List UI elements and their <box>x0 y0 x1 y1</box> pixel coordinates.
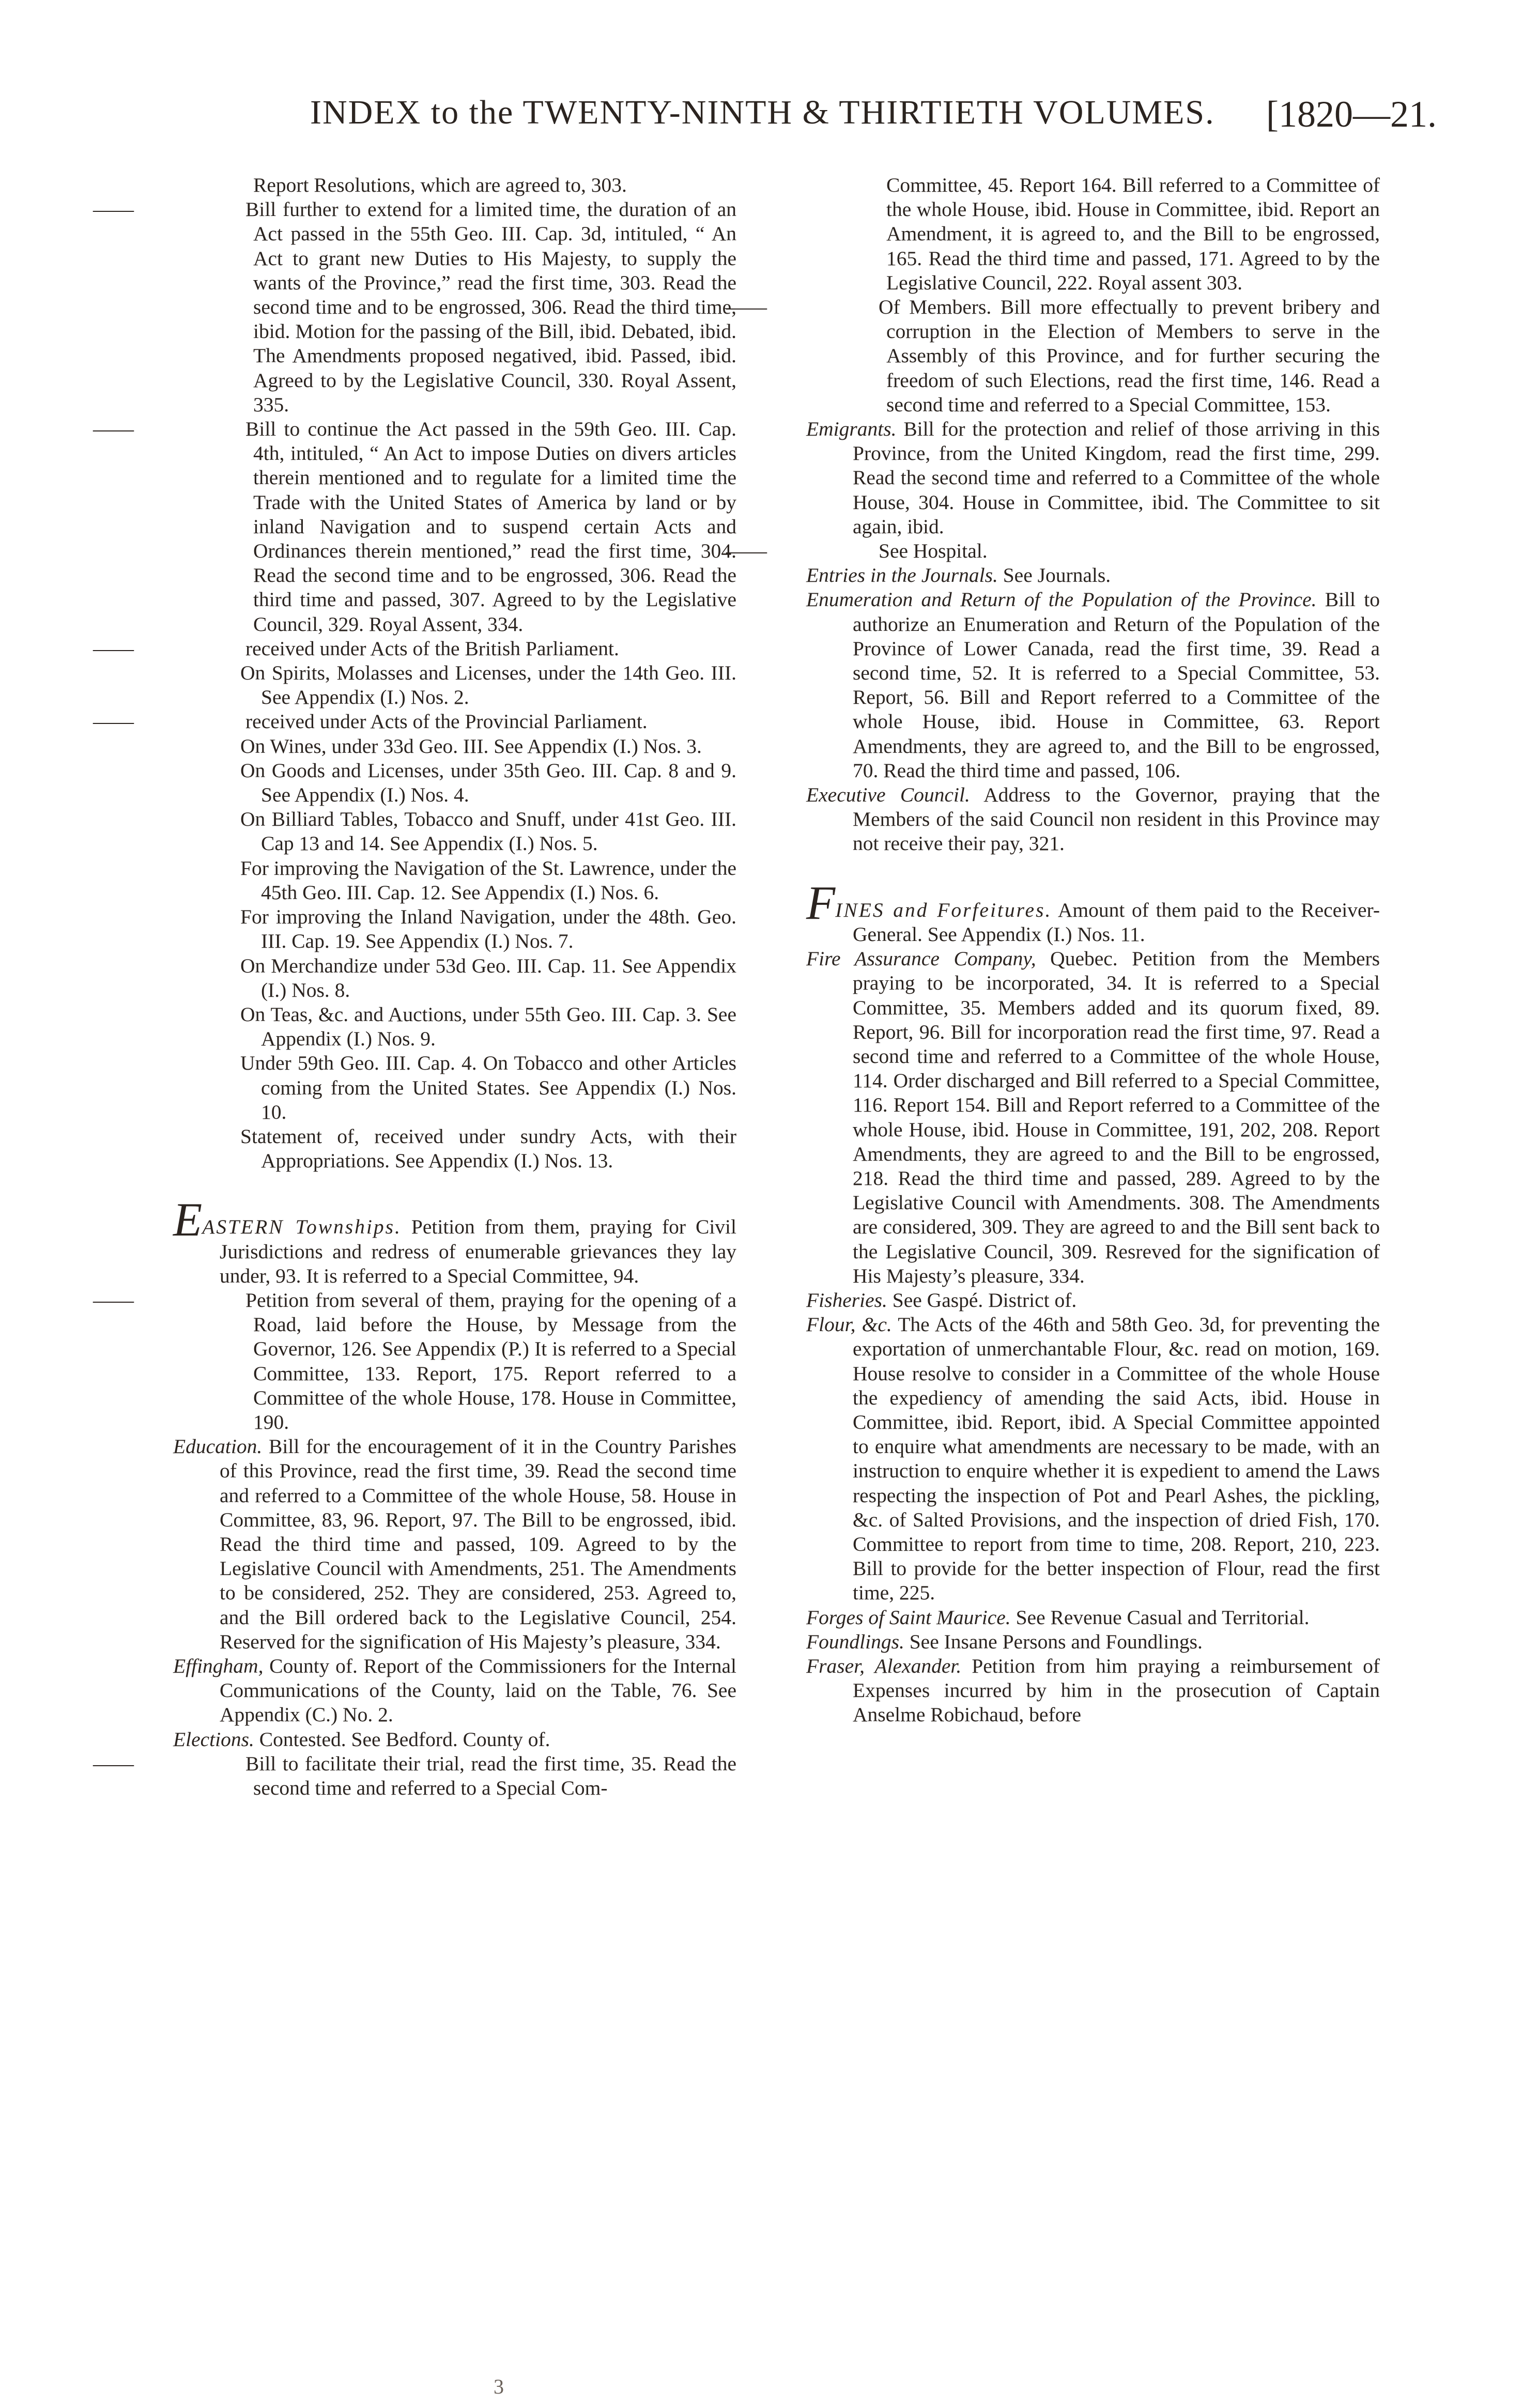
entry-text: Bill for the protection and relief of those arriving in this Province, from the United Kingdom, read the first time, 299. Read the second time and referred to a Committee of the whole House, 304. House in Committee, ibid. The Committee to sit again, ibid. <box>853 418 1380 538</box>
entry-text: Bill to authorize an Enumeration and Return of the Population of the Province of Lower Canada, read the first time, 39. Read a second time, 52. It is referred to a Special Committee, 53. Report, 56. Bill and Report referred to a Committee of the whole House, ibid. House in Committee, 63. Report Amendments, they are agreed to, and the Bill to be engrossed, 70. Read the third time and passed, 106. <box>853 588 1380 782</box>
index-entry <box>93 417 736 637</box>
index-entry <box>173 173 736 197</box>
entry-text: Bill for the encouragement of it in the Country Parishes of this Province, read the first time, 39. Read the second time and referred to a Committee of the whole House, 58. House in Committee, 83, 96. Report, 97. The Bill to be engrossed, ibid. Read the third time and passed, 109. Agreed to by the Legislative Council with Amendments, 251. The Amendments to be considered, 252. They are considered, 253. Agreed to, and the Bill ordered back to the Legislative Council, 254. Reserved for the signification of His Majesty’s pleasure, 334. <box>220 1435 736 1653</box>
section-initial: F <box>806 876 836 929</box>
index-entry <box>806 876 1380 947</box>
index-entry <box>806 1654 1380 1727</box>
entry-text: See Journals. <box>997 564 1111 587</box>
index-entry <box>173 1002 736 1051</box>
index-entry <box>173 905 736 953</box>
index-entry <box>726 295 1380 417</box>
continuation-dash: —— <box>93 710 134 733</box>
entry-text: received under Acts of the Provincial Parliament. <box>245 710 648 733</box>
entry-heading: Fire Assurance Company, <box>806 947 1036 970</box>
page-title: INDEX to the TWENTY-NINTH & THIRTIETH VOLUMES. <box>310 94 1215 131</box>
entry-text: See Insane Persons and Foundlings. <box>904 1630 1203 1653</box>
index-entry <box>173 807 736 856</box>
index-entry <box>806 563 1380 588</box>
index-entry <box>173 1727 736 1752</box>
continuation-dash: —— <box>93 198 134 221</box>
right-column <box>726 173 1380 1727</box>
continuation-dash: —— <box>726 539 767 563</box>
entry-heading: Foundlings. <box>806 1630 904 1653</box>
entry-text: Bill to continue the Act passed in the 59th Geo. III. Cap. 4th, intituled, “ An Act to impose Duties on divers articles therein mentioned and to regulate for a limited time the Trade with the United States of America by land or by inland Navigation and to suspend certain Acts and Ordinances therein mentioned,” read the first time, 304. Read the second time and to be engrossed, 306. Read the third time and passed, 307. Agreed to by the Legislative Council, 329. Royal Assent, 334. <box>245 418 736 636</box>
entry-heading: Executive Council. <box>806 783 970 807</box>
entry-text: The Acts of the 46th and 58th Geo. 3d, for preventing the exportation of unmerchantable Flour, &c. read on motion, 169. House resolve to consider in a Committee of the whole House the expediency of amending the said Acts, ibid. House in Committee, ibid. Report, ibid. A Special Committee appointed to enquire what amendments are necessary to be made, with an instruction to enquire whether it is expedient to amend the Laws respecting the inspection of Pot and Pearl Ashes, the pickling, &c. of Salted Provisions, and the inspection of dried Fish, 170. Committee to report from time to time, 208. Report, 210, 223. Bill to provide for the better inspection of Flour, read the first time, 225. <box>853 1313 1380 1604</box>
entry-text: See Hospital. <box>879 539 988 563</box>
entry-text: On Wines, under 33d Geo. III. See Appendix (I.) Nos. 3. <box>240 734 702 758</box>
index-entry <box>93 637 736 661</box>
entry-heading: Emigrants. <box>806 418 897 441</box>
continuation-dash: —— <box>93 418 134 441</box>
entry-text: Petition from them, praying for Civil Jurisdictions and redress of enumerable grievances they lay under, 93. It is referred to a Special Committee, 94. <box>220 1215 736 1287</box>
index-entry <box>806 1313 1380 1605</box>
entry-text: See Revenue Casual and Territorial. <box>1010 1606 1310 1629</box>
entry-text: Report Resolutions, which are agreed to, 303. <box>253 174 627 196</box>
index-entry <box>93 197 736 417</box>
entry-text: For improving the Inland Navigation, under the 48th. Geo. III. Cap. 19. See Appendix (I.) Nos. 7. <box>240 905 736 953</box>
index-entry <box>806 1630 1380 1654</box>
entry-heading: Fraser, Alexander. <box>806 1654 962 1677</box>
index-entry <box>173 1434 736 1654</box>
entry-heading: Enumeration and Return of the Population of the Province. <box>806 588 1317 611</box>
entry-text: On Merchandize under 53d Geo. III. Cap. 11. See Appendix (I.) Nos. 8. <box>240 954 736 1001</box>
index-entry <box>173 759 736 807</box>
entry-text: Contested. See Bedford. County of. <box>254 1727 550 1751</box>
index-entry <box>173 1051 736 1124</box>
stray-mark: 3 <box>494 2375 504 2398</box>
entry-heading: Education. <box>173 1435 263 1458</box>
entry-heading: Effingham, <box>173 1654 264 1677</box>
index-entry <box>93 1752 736 1800</box>
continuation-dash: —— <box>93 1752 134 1775</box>
entry-text: Amount of them paid to the Receiver-General. See Appendix (I.) Nos. 11. <box>853 898 1380 946</box>
entry-text: Petition from several of them, praying for the opening of a Road, laid before the House, by Message from the Governor, 126. See Appendix (P.) It is referred to a Special Committee, 133. Report, 175. Report referred to a Committee of the whole House, 178. House in Committee, 190. <box>245 1288 736 1433</box>
continuation-dash: —— <box>93 1288 134 1311</box>
index-entry <box>173 954 736 1002</box>
year-range: [1820—21. <box>1266 94 1437 135</box>
entry-heading: Entries in the Journals. <box>806 564 998 587</box>
entry-text: For improving the Navigation of the St. Lawrence, under the 45th Geo. III. Cap. 12. See Appendix (I.) Nos. 6. <box>240 856 736 904</box>
index-entry <box>726 539 1380 563</box>
entry-text: Petition from him praying a reimbursement of Expenses incurred by him in the prosecution of Captain Anselme Robichaud, before <box>853 1654 1380 1726</box>
entry-text: Address to the Governor, praying that the Members of the said Council non resident in this Province may not receive their pay, 321. <box>853 783 1380 855</box>
entry-text: See Gaspé. District of. <box>887 1288 1077 1311</box>
continuation-dash: —— <box>93 637 134 660</box>
section-initial: E <box>173 1193 203 1246</box>
index-entry <box>806 417 1380 539</box>
continuation-dash: —— <box>726 296 767 319</box>
entry-text: On Teas, &c. and Auctions, under 55th Geo. III. Cap. 3. See Appendix (I.) Nos. 9. <box>240 1002 736 1051</box>
index-entry <box>806 588 1380 783</box>
index-entry <box>173 734 736 759</box>
entry-text: Under 59th Geo. III. Cap. 4. On Tobacco and other Articles coming from the United States. See Appendix (I.) Nos. 10. <box>240 1052 736 1123</box>
index-entry <box>806 173 1380 295</box>
entry-heading: Forges of Saint Maurice. <box>806 1606 1011 1629</box>
index-entry <box>93 1288 736 1434</box>
index-entry <box>173 1193 736 1288</box>
entry-heading: ASTERN Townships. <box>202 1215 402 1239</box>
index-entry <box>173 1654 736 1727</box>
running-head <box>310 93 1437 150</box>
index-entry <box>93 709 736 734</box>
entry-text: Of Members. Bill more effectually to prevent bribery and corruption in the Election of Members to serve in the Assembly of this Province, and for further securing the freedom of such Elections, read the first time, 146. Read a second time and referred to a Special Committee, 153. <box>879 296 1380 416</box>
entry-text: On Goods and Licenses, under 35th Geo. III. Cap. 8 and 9. See Appendix (I.) Nos. 4. <box>240 759 736 807</box>
entry-text: Committee, 45. Report 164. Bill referred to a Committee of the whole House, ibid. House in Committee, ibid. Report an Amendment, it is agreed to, and the Bill to be engrossed, 165. Read the third time and passed, 171. Agreed to by the Legislative Council, 222. Royal assent 303. <box>886 174 1380 294</box>
entry-text: received under Acts of the British Parliament. <box>245 637 619 660</box>
entry-text: Statement of, received under sundry Acts, with their Appropriations. See Appendix (I.) Nos. 13. <box>240 1124 736 1172</box>
index-entry <box>806 947 1380 1288</box>
left-column <box>93 173 736 1800</box>
index-entry <box>173 661 736 709</box>
entry-text: County of. Report of the Commissioners for the Internal Communications of the County, laid on the Table, 76. See Appendix (C.) No. 2. <box>220 1654 736 1726</box>
index-entry <box>806 783 1380 856</box>
entry-text: On Spirits, Molasses and Licenses, under the 14th Geo. III. See Appendix (I.) Nos. 2. <box>240 661 736 709</box>
entry-heading: INES and Forfeitures. <box>835 898 1052 921</box>
entry-heading: Flour, &c. <box>806 1313 892 1336</box>
entry-text: Bill to facilitate their trial, read the first time, 35. Read the second time and referred to a Special Com- <box>245 1752 736 1799</box>
entry-text: Bill further to extend for a limited time, the duration of an Act passed in the 55th Geo. III. Cap. 3d, intituled, “ An Act to grant new Duties to His Majesty, to supply the wants of the Province,” read the first time, 303. Read the second time and to be engrossed, 306. Read the third time, ibid. Motion for the passing of the Bill, ibid. Debated, ibid. The Amendments proposed negatived, ibid. Passed, ibid. Agreed to by the Legislative Council, 330. Royal Assent, 335. <box>245 198 736 416</box>
index-entry <box>806 1288 1380 1313</box>
index-entry <box>173 856 736 905</box>
entry-text: Quebec. Petition from the Members praying to be incorporated, 34. It is referred to a Special Committee, 35. Members added and its quorum fixed, 89. Report, 96. Bill for incorporation read the first time, 97. Read a second time and referred to a Committee of the whole House, 114. Order discharged and Bill referred to a Special Committee, 116. Report 154. Bill and Report referred to a Committee of the whole House, ibid. House in Committee, 191, 202, 208. Report Amendments, they are agreed to and the Bill to be engrossed, 218. Read the third time and passed, 289. Agreed to by the Legislative Council with Amendments. 308. The Amendments are considered, 309. They are agreed to and the Bill sent back to the Legislative Council, 309. Resreved for the signification of His Majesty’s pleasure, 334. <box>853 947 1380 1287</box>
index-entry <box>173 1124 736 1173</box>
entry-heading: Elections. <box>173 1727 254 1751</box>
entry-heading: Fisheries. <box>806 1288 887 1311</box>
index-entry <box>806 1606 1380 1630</box>
entry-text: On Billiard Tables, Tobacco and Snuff, under 41st Geo. III. Cap 13 and 14. See Appendix (I.) Nos. 5. <box>240 808 736 855</box>
